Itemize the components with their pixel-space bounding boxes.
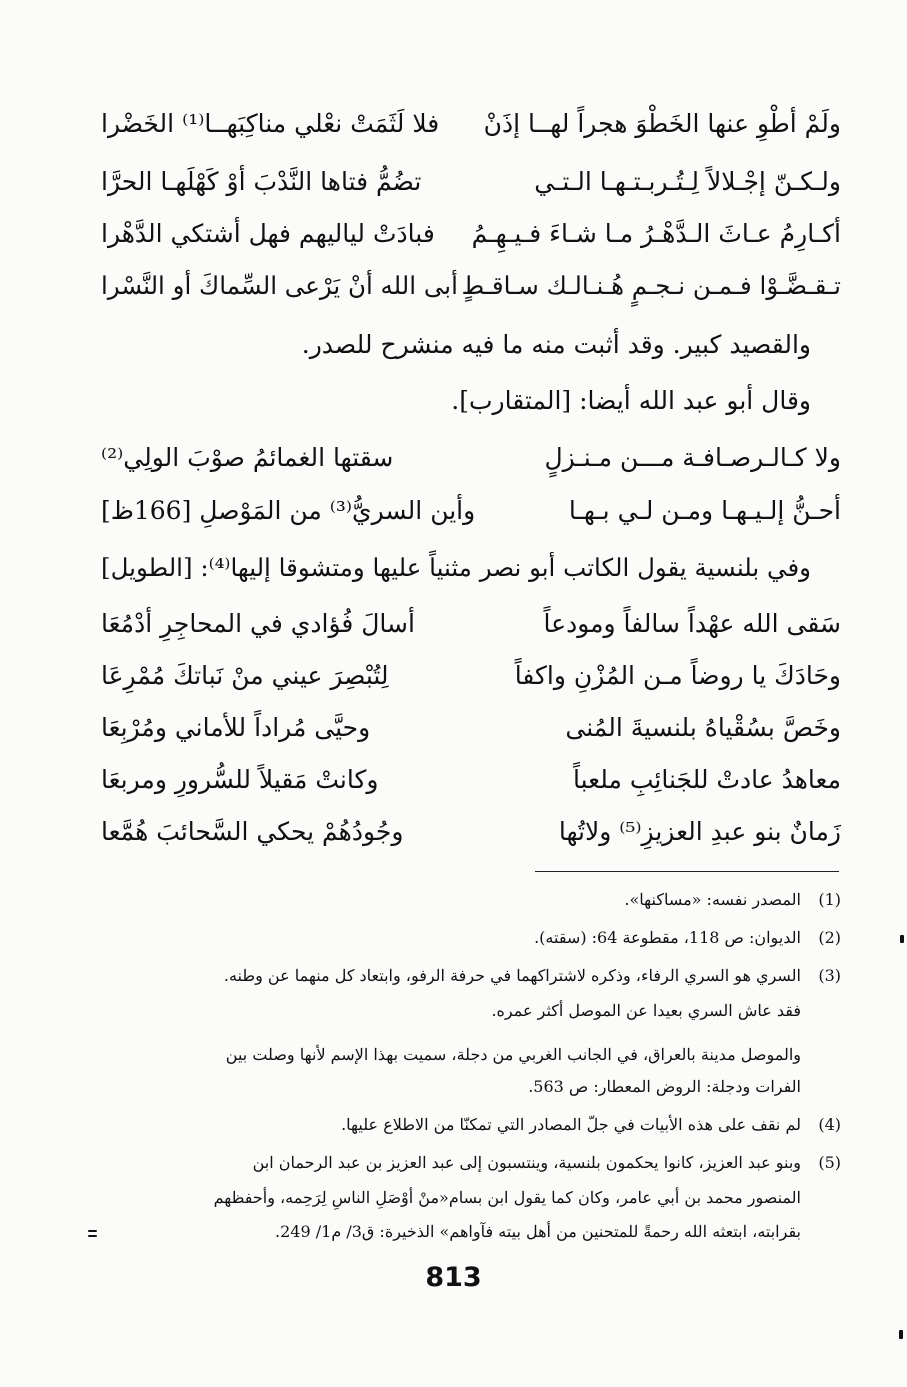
verse-first-hemistich: وخَصَّ بسُقْياهُ بلنسيةَ المُنى (565, 713, 841, 742)
footnote-text: السري هو السري الرفاء، وذكره لاشتراكهما في حرفة الرفو، وابتعاد كل منهما عن وطنه. (223, 966, 801, 985)
footnote-text: لم نقف على هذه الأبيات في جلّ المصادر التي تمكنّا من الاطلاع عليها. (341, 1115, 801, 1134)
prose-paragraph: والقصيد كبير. وقد أثبت منه ما فيه منشرح للصدر. (301, 330, 811, 359)
scan-speck (88, 1235, 97, 1237)
verse-second-hemistich: تضُمُّ فتاها النَّدْبَ أوْ كَهْلَهـا الحرَّا (101, 167, 422, 196)
verse-first-hemistich: ولا كـالـرصـافـة مـــن مـنـزلٍ (544, 443, 841, 472)
verse-line (101, 96, 841, 152)
verse-first-hemistich: زَمانٌ بنو عبدِ العزيزِ⁽⁵⁾ ولاتُها (558, 817, 841, 846)
footnote (96, 922, 841, 953)
scan-speck (899, 1330, 903, 1339)
footnote (96, 1147, 841, 1178)
verse-second-hemistich: أبى الله أنْ يَرْعى السِّماكَ أو النَّسْرا (101, 271, 458, 300)
footnote-text: والموصل مدينة بالعراق، في الجانب الغربي من دجلة، سميت بهذا الإسم لأنها وصلت بين (225, 1045, 801, 1064)
verse-line (101, 648, 841, 704)
verse-first-hemistich: ولَمْ أطْوِ عنها الخَطْوَ هجراً لهــا إذَنْ (483, 109, 841, 138)
footnote (96, 884, 841, 915)
footnote-text: فقد عاش السري بعيدا عن الموصل أكثر عمره. (491, 1001, 801, 1020)
prose-paragraph: وقال أبو عبد الله أيضا: [المتقارب]. (451, 386, 811, 415)
verse-second-hemistich: وحيَّى مُراداً للأماني ومُرْبِعَا (101, 713, 371, 742)
footnote-number: (3) (818, 966, 841, 985)
footnote-continuation (96, 1216, 841, 1247)
scan-speck (88, 1230, 97, 1232)
footnote-continuation (96, 1039, 841, 1070)
footnote-text: المنصور محمد بن أبي عامر، وكان كما يقول ابن بسام«منْ أوْصَلِ الناسِ لِرَحِمه، وأحفظهم (213, 1188, 801, 1207)
verse-line (101, 483, 841, 539)
verse-first-hemistich: أحـنُّ إلـيـهـا ومـن لـي بـهـا (568, 496, 841, 525)
verse-second-hemistich: فبادَتْ لياليهم فهل أشتكي الدَّهْرا (101, 219, 435, 248)
verse-second-hemistich: وأين السريُّ⁽³⁾ من المَوْصلِ [166ظ] (101, 496, 476, 525)
footnote-continuation (96, 1071, 841, 1102)
footnote-text: وبنو عبد العزيز، كانوا يحكمون بلنسية، وينتسبون إلى عبد العزيز بن عبد الرحمان ابن (252, 1153, 801, 1172)
footnote-text: الفرات ودجلة: الروض المعطار: ص 563. (528, 1077, 801, 1096)
verse-second-hemistich: وجُودُهُمْ يحكي السَّحائبَ هُمَّعا (101, 817, 404, 846)
scan-speck (900, 935, 904, 943)
footnote-text: المصدر نفسه: «مساكنها». (624, 890, 801, 909)
verse-line (101, 154, 841, 210)
footnote (96, 1109, 841, 1140)
footnote-number: (5) (818, 1153, 841, 1172)
verse-first-hemistich: تـقـضَّـوْا فـمـن نـجـمٍ هُـنـالـك سـاقـطٍ (461, 271, 841, 300)
verse-line (101, 752, 841, 808)
verse-line (101, 430, 841, 486)
verse-first-hemistich: سَقى الله عهْداً سالفاً ومودعاً (543, 609, 841, 638)
page-number: 813 (425, 1262, 482, 1293)
verse-second-hemistich: وكانتْ مَقيلاً للسُّرورِ ومربعَا (101, 765, 379, 794)
verse-line (101, 804, 841, 860)
footnote-number: (4) (818, 1115, 841, 1134)
prose-paragraph: وفي بلنسية يقول الكاتب أبو نصر مثنياً عليها ومتشوقا إليها⁽⁴⁾: [الطويل] (101, 553, 811, 582)
footnote-text: الديوان: ص 118، مقطوعة 64: (سقته). (534, 928, 801, 947)
footnote (96, 960, 841, 991)
footnote-continuation (96, 995, 841, 1026)
footnote-separator (535, 871, 839, 872)
verse-line (101, 258, 841, 314)
verse-first-hemistich: وحَادَكَ يا روضاً مـن المُزْنِ واكفاً (514, 661, 841, 690)
footnote-number: (2) (818, 928, 841, 947)
verse-second-hemistich: سقتها الغمائمُ صوْبَ الولِي⁽²⁾ (101, 443, 394, 472)
verse-second-hemistich: لِتُبْصِرَ عيني منْ نَباتكَ مُمْرِعَا (101, 661, 389, 690)
footnote-number: (1) (818, 890, 841, 909)
verse-line (101, 596, 841, 652)
verse-first-hemistich: معاهدُ عادتْ للجَنائِبِ ملعباً (572, 765, 841, 794)
footnote-continuation (96, 1182, 841, 1213)
verse-line (101, 700, 841, 756)
verse-first-hemistich: أكـارِمُ عـاثَ الـدَّهْـرُ مـا شـاءَ فـيـهِـمُ (471, 219, 841, 248)
verse-first-hemistich: ولـكـنّ إجْـلالاً لِـتُـربـتـهـا الـتـي (534, 167, 841, 196)
verse-second-hemistich: فلا لَثَمَتْ نعْلي مناكِبَهــا⁽¹⁾ الخَضْرا (101, 109, 440, 138)
footnote-text: بقرابته، ابتعثه الله رحمةً للمتحنين من أهل بيته فآواهم» الذخيرة: ق3/ م1/ 249. (275, 1222, 801, 1241)
verse-line (101, 206, 841, 262)
verse-second-hemistich: أسالَ فُؤادي في المحاجِرِ أدْمُعَا (101, 609, 415, 638)
